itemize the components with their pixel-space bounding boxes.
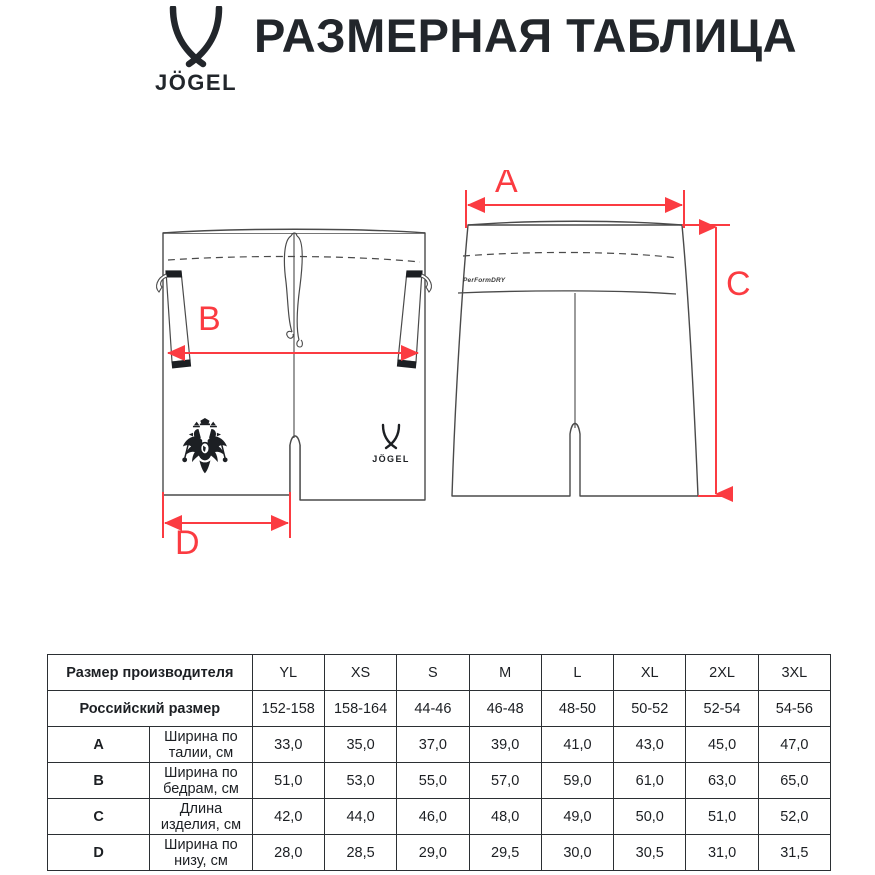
table-row-russian-size xyxy=(48,691,831,727)
russian-size-2xl: 52-54 xyxy=(686,691,758,727)
b-value-2xl: 63,0 xyxy=(686,763,758,799)
dimension-a-label: A xyxy=(495,170,518,200)
d-value-3xl: 31,5 xyxy=(758,835,830,871)
size-header-m: M xyxy=(469,655,541,691)
performdry-label: PerFormDRY xyxy=(463,277,506,284)
d-value-xs: 28,5 xyxy=(324,835,396,871)
table-row-measurement-c xyxy=(48,799,831,835)
size-header-3xl: 3XL xyxy=(758,655,830,691)
c-value-m: 48,0 xyxy=(469,799,541,835)
russian-size-l: 48-50 xyxy=(541,691,613,727)
b-value-m: 57,0 xyxy=(469,763,541,799)
table-row-manufacturer-size xyxy=(48,655,831,691)
dimension-c-label: C xyxy=(726,265,751,303)
c-value-xs: 44,0 xyxy=(324,799,396,835)
a-value-3xl: 47,0 xyxy=(758,727,830,763)
dimension-d-label: D xyxy=(175,524,200,562)
c-value-3xl: 52,0 xyxy=(758,799,830,835)
measurement-description-a: Ширина по талии, см xyxy=(150,727,252,763)
dimension-a-waist-width xyxy=(466,170,684,228)
measurement-description-c: Длина изделия, см xyxy=(150,799,252,835)
russian-size-xl: 50-52 xyxy=(614,691,686,727)
size-header-xs: XS xyxy=(324,655,396,691)
measurement-letter-d: D xyxy=(48,835,150,871)
russian-size-3xl: 54-56 xyxy=(758,691,830,727)
a-value-2xl: 45,0 xyxy=(686,727,758,763)
d-value-xl: 30,5 xyxy=(614,835,686,871)
b-value-s: 55,0 xyxy=(397,763,469,799)
table-row-measurement-a xyxy=(48,727,831,763)
a-value-m: 39,0 xyxy=(469,727,541,763)
a-value-yl: 33,0 xyxy=(252,727,324,763)
manufacturer-size-label: Размер производителя xyxy=(48,655,253,691)
russian-size-s: 44-46 xyxy=(397,691,469,727)
measurement-letter-b: B xyxy=(48,763,150,799)
jogel-logo xyxy=(147,6,247,98)
table-row-measurement-d xyxy=(48,835,831,871)
page-title: РАЗМЕРНАЯ ТАБЛИЦА xyxy=(254,9,798,62)
russian-size-yl: 152-158 xyxy=(252,691,324,727)
size-header-l: L xyxy=(541,655,613,691)
a-value-xs: 35,0 xyxy=(324,727,396,763)
d-value-l: 30,0 xyxy=(541,835,613,871)
jogel-v-logo-icon xyxy=(147,6,247,98)
b-value-l: 59,0 xyxy=(541,763,613,799)
dimension-d-bottom-width xyxy=(163,492,290,562)
measurement-letter-a: A xyxy=(48,727,150,763)
c-value-l: 49,0 xyxy=(541,799,613,835)
measurement-description-d: Ширина по низу, см xyxy=(150,835,252,871)
d-value-s: 29,0 xyxy=(397,835,469,871)
d-value-yl: 28,0 xyxy=(252,835,324,871)
d-value-m: 29,5 xyxy=(469,835,541,871)
svg-text:JÖGEL: JÖGEL xyxy=(154,70,238,95)
size-chart-illustration xyxy=(0,170,875,590)
dimension-b-label: B xyxy=(198,300,221,338)
measurement-letter-c: C xyxy=(48,799,150,835)
size-header-yl: YL xyxy=(252,655,324,691)
a-value-xl: 43,0 xyxy=(614,727,686,763)
jogel-wordmark-shorts: JÖGEL xyxy=(372,454,410,464)
size-header-2xl: 2XL xyxy=(686,655,758,691)
b-value-xs: 53,0 xyxy=(324,763,396,799)
size-header-xl: XL xyxy=(614,655,686,691)
table-row-measurement-b xyxy=(48,763,831,799)
page-header xyxy=(0,0,875,115)
c-value-s: 46,0 xyxy=(397,799,469,835)
d-value-2xl: 31,0 xyxy=(686,835,758,871)
b-value-xl: 61,0 xyxy=(614,763,686,799)
a-value-s: 37,0 xyxy=(397,727,469,763)
shorts-back-view xyxy=(452,170,751,496)
measurement-description-b: Ширина по бедрам, см xyxy=(150,763,252,799)
russian-size-label: Российский размер xyxy=(48,691,253,727)
size-table-body xyxy=(48,655,831,871)
c-value-2xl: 51,0 xyxy=(686,799,758,835)
a-value-l: 41,0 xyxy=(541,727,613,763)
russian-size-xs: 158-164 xyxy=(324,691,396,727)
c-value-xl: 50,0 xyxy=(614,799,686,835)
size-table xyxy=(47,654,831,871)
russian-size-m: 46-48 xyxy=(469,691,541,727)
shorts-front-view xyxy=(157,229,432,562)
b-value-3xl: 65,0 xyxy=(758,763,830,799)
b-value-yl: 51,0 xyxy=(252,763,324,799)
c-value-yl: 42,0 xyxy=(252,799,324,835)
size-table-container xyxy=(47,654,831,871)
size-header-s: S xyxy=(397,655,469,691)
